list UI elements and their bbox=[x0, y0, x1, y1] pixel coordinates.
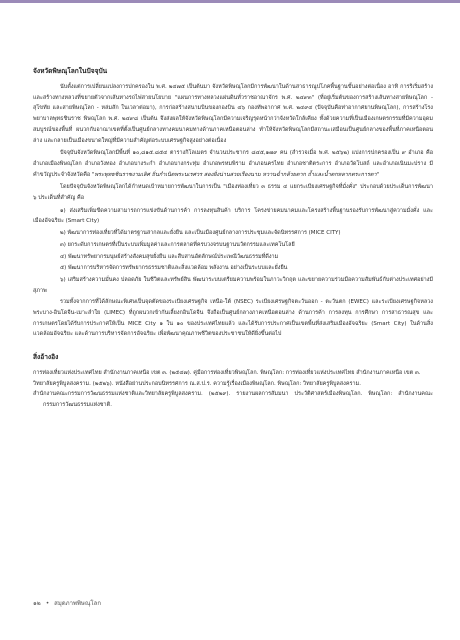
province-motto: "พระพุทธชินราชงามเลิศ ถิ่นกำเนิดพระนเรศวร สองฝั่งน่านสวยเรืองนาม หวานฉ่ำกล้วยตาก ถ้ำและน้ำตกหลากตระการตา" bbox=[91, 171, 380, 178]
list-item: ๔) พัฒนาทรัพยากรมนุษย์สร้างสังคมสุขยั่งยืน และสืบสานอัตลักษณ์ประเพณีวัฒนธรรมที่ดีงาม bbox=[60, 253, 279, 260]
footer-separator: • bbox=[45, 600, 50, 607]
development-issues-list bbox=[33, 206, 433, 297]
paragraph-conclusion: รวมทั้งจากการที่ได้ลักษณะพิเศษเป็นจุดตัดของระเบียงเศรษฐกิจ เหนือ-ใต้ (NSEC) ระเบียงเศรษฐกิจตะวันออก - ตะวันตก (EWEC) และระเบียงเศรษฐกิจหลวงพระบาง-อินโดจีน-เมาะลำใย (LIMEC) ที่ถูกผนวกเข้ากันเลี้ยงกอินโดจีน จึงถือเป็นศูนย์กลางภาคเหนือตอนล่าง ด้านการค้า การลงทุน การศึกษา การสาธารณสุข และการเกษตรโดยได้รับการประกาศให้เป็น MICE City ๑ ใน ๑๐ ของประเทศไทยแล้ว และได้รับการประกาศเป็นเขตพื้นที่ส่งเสริมเมืองอัจฉริยะ (Smart City) ในด้านสิ่งแวดล้อมอัจฉริยะ และด้านการบริหารจัดการอัจฉริยะ เพื่อพัฒนาคุณภาพชีวิตของประชาชนให้ดียิ่งขึ้นต่อไป bbox=[33, 299, 433, 338]
reference-item: การท่องเที่ยวแห่งประเทศไทย สำนักงานภาคเหนือ เขต ๓. (๒๕๔๗). คู่มือการท่องเที่ยวพิษณุโลก. พิษณุโลก: การท่องเที่ยวแห่งประเทศไทย สำนักงานภาคเหนือ เขต ๓. bbox=[33, 370, 421, 377]
section-title: จังหวัดพิษณุโลกในปัจจุบัน bbox=[33, 67, 108, 75]
list-item: ๕) พัฒนาการบริหารจัดการทรัพยากรธรรมชาติและสิ่งแวดล้อม พลังงาน อย่างเป็นระบบและยั่งยืน bbox=[60, 265, 288, 272]
top-decoration-bar bbox=[0, 0, 460, 3]
list-item: ๒) พัฒนาการท่องเที่ยวที่ได้มาตรฐานสากลและยั่งยืน และเป็นเมืองศูนย์กลางการประชุมและจัดนิทรรศการ (MICE CITY) bbox=[60, 230, 341, 237]
publication-title: สมุดภาพพิษณุโลก bbox=[54, 600, 101, 607]
list-item: ๑) ส่งเสริมเพิ่มขีดความสามารถการแข่งขันด้านการค้า การลงทุนสินค้า บริการ โครงข่ายคมนาคมและโครงสร้างพื้นฐานรองรับการพัฒนาสู่ความมั่งคั่ง และเมืองอัจฉริยะ (Smart City) bbox=[33, 207, 433, 225]
paragraph-present-day bbox=[33, 148, 433, 180]
reference-item: วิทยาลัยครูพิบูลสงคราม. (๒๕๒๖). หนังสือย่านประกอบนิทรรศการ ณ.ส.ป.ร. ความรู้เรื่องเมืองพิษณุโลก. พิษณุโลก: วิทยาลัยครูพิบูลสงคราม. bbox=[33, 380, 361, 387]
reference-item: สำนักงานคณะกรรมการวัฒนธรรมแห่งชาติและวิทยาลัยครูพิบูลสงคราม. (๒๕๒๙). รายงานผลการสัมมนา ประวัติศาสตร์เมืองพิษณุโลก. พิษณุโลก: สำนักงานคณะกรรมการวัฒนธรรมแห่งชาติ. bbox=[33, 391, 433, 408]
document-body bbox=[33, 66, 433, 410]
references-section bbox=[33, 352, 433, 410]
paragraph-history: นับตั้งแต่การเปลี่ยนแปลงการปกครองใน พ.ศ. ๒๔๗๕ เป็นต้นมา จังหวัดพิษณุโลกมีการพัฒนาในด้านสาธารณูปโภคพื้นฐานขั้นอย่างต่อเนื่อง อาทิ การริเริ่มสร้างและสร้างทางหลวงที่ขยายตัวจากเส้นทางรถไฟสายนโยบาย "แผนการทางหลวงแผ่นดินทั่วราชอาณาจักร พ.ศ. ๒๔๙๓" (ที่อยู่เริ่มต้นของการสร้างเส้นทางสายพิษณุโลก - สุโขทัย และสายพิษณุโลก - หล่มสัก ในเวลาต่อมา), การก่อสร้างสนามบินของกองบิน ๔๖ กองทัพอากาศ พ.ศ. ๒๔๙๔ (ปัจจุบันคือท่าอากาศยานพิษณุโลก), การสร้างโรงพยาบาลพุทธชินราช พิษณุโลก พ.ศ. ๒๔๙๘ เป็นต้น จึงส่งผลให้จังหวัดพิษณุโลกมีความเจริญรุดหน้ากว่าจังหวัดใกล้เคียง ทั้งด้วยความที่เป็นเมืองเกษตรกรรมที่มีความอุดมสมบูรณ์ของพื้นที่ ผนวกกับอาณาเขตที่ตั้งเป็นศูนย์กลางทางคมนาคมทางด้านภาคเหนือตอนล่าง ทำให้จังหวัดพิษณุโลกมีสถานะเสมือนเป็นศูนย์กลางของพื้นที่ภาคเหนือตอนล่าง และกลายเป็นเมืองขนาดใหญ่ที่มีความสำคัญต่อระบบเศรษฐกิจสูงอย่างต่อเนื่อง bbox=[33, 84, 433, 144]
page-number: ๑๒ bbox=[33, 600, 41, 607]
list-item: ๓) ยกระดับการเกษตรที่เป็นระบบเพิ่มมูลค่าและการตลาดที่ครบวงจรบนฐานนวัตกรรมและเทคโนโลยี bbox=[60, 241, 295, 248]
references-title: สิ่งอ้างอิง bbox=[33, 353, 59, 362]
present-day-text: ปัจจุบันจังหวัดพิษณุโลกมีพื้นที่ ๑๐,๘๑๕.๘๕๔ ตารางกิโลเมตร จำนวนประชากร ๘๔๕,๑๗๙ คน (สำรวจเมื่อ พ.ศ. ๒๕๖๒) แบ่งการปกครองเป็น ๙ อำเภอ คือ อำเภอเมืองพิษณุโลก อำเภอวังทอง อำเภอบางระกำ อำเภอบางกระทุ่ม อำเภอพรหมพิราม อำเภอนครไทย อำเภอชาติตระการ อำเภอวัดโบสถ์ และอำเภอเนินมะปราง มีคำขวัญประจำจังหวัดคือ bbox=[33, 150, 433, 178]
page-footer bbox=[33, 598, 101, 608]
paragraph-goals: โดยปัจจุบันจังหวัดพิษณุโลกได้กำหนดเป้าหมายการพัฒนาในการเป็น "เมืองท่องเที่ยว ๓ ธรรม ๔ แยกระเบียงเศรษฐกิจที่มั่งคั่ง" ประกอบด้วยประเด็นการพัฒนา ๖ ประเด็นที่สำคัญ คือ bbox=[33, 184, 433, 202]
list-item: ๖) เสริมสร้างความมั่นคง ปลอดภัย ในชีวิตและทรัพย์สิน พัฒนาระบบเตรียมความพร้อมในภาวะวิกฤต และขยายความร่วมมือความสัมพันธ์กับต่างประเทศอย่างมีสุภาพ bbox=[33, 276, 433, 294]
